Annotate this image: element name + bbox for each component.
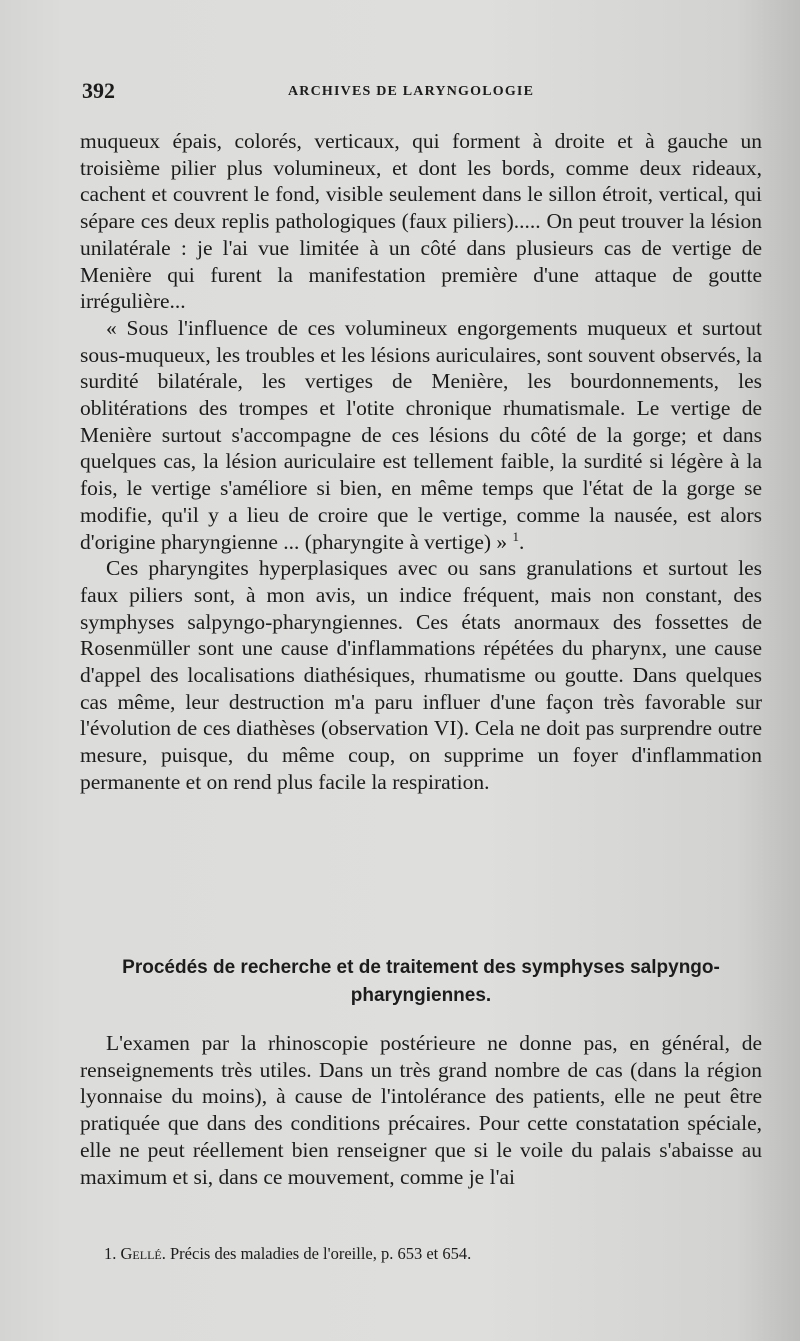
paragraph-2-text: « Sous l'influence de ces volumineux engorgements muqueux et surtout sous-muqueux, les troubles et les lésions auriculaires, sont souvent observés, la surdité bilatérale, les vertiges de Menière, les bourdonnements, les oblitérations des trompes et l'otite chronique rhumatismale. Le vertige de Menière surtout s'accompagne de ces lésions du côté de la gorge; et dans quelques cas, la lésion auriculaire est tellement faible, la surdité si légère à la fois, le vertige s'améliore si bien, en même temps que l'état de la gorge se modifie, qu'il y a lieu de croire que le vertige, comme la nausée, est alors d'origine pharyngienne ... (pharyngite à vertige) » [80,315,762,554]
footnote-author: Gellé [120,1244,162,1263]
section-heading: Procédés de recherche et de traitement des symphyses salpyngo-pharyngiennes. [122,957,720,1006]
page-number: 392 [82,78,115,103]
page-header [82,78,762,108]
footnote [104,1244,744,1264]
paragraph-1: muqueux épais, colorés, verticaux, qui forment à droite et à gauche un troisième pilier plus volumineux, et dont les bords, comme deux rideaux, cachent et couvrent le fond, visible seulement dans le sillon étroit, vertical, qui sépare ces deux replis pathologiques (faux piliers)..... On peut trouver la lésion unilatérale : je l'ai vue limitée à un côté dans plusieurs cas de vertige de Menière qui furent la manifestation première d'une attaque de goutte irrégulière... [80,129,762,314]
paragraph-3: Ces pharyngites hyperplasiques avec ou sans granulations et surtout les faux piliers sont, à mon avis, un indice fréquent, mais non constant, des symphyses salpyngo-pharyngiennes. Ces états anormaux des fossettes de Rosenmüller sont une cause d'inflammations répétées du pharynx, une cause d'appel des localisations diathésiques, rhumatisme ou goutte. Dans quelques cas même, leur destruction m'a paru influer d'une façon très favorable sur l'évolution de ces diathèses (observation VI). Cela ne doit pas surprendre outre mesure, puisque, du même coup, on supprime un foyer d'inflammation permanente et on rend plus facile la respiration. [80,556,762,794]
footnote-text: . Précis des maladies de l'oreille, p. 653 et 654. [161,1244,472,1263]
section-body [80,1030,762,1190]
section-paragraph: L'examen par la rhinoscopie postérieure ne donne pas, en général, de renseignements très utiles. Dans un très grand nombre de cas (dans la région lyonnaise du moins), à cause de l'intolérance des patients, elle ne peut être pratiquée que dans des conditions précaires. Pour cette constatation spéciale, elle ne peut réellement bien renseigner que si le voile du palais s'abaisse au maximum et si, dans ce mouvement, comme je l'ai [80,1031,762,1189]
footnote-number: 1. [104,1244,117,1263]
body-text [80,128,762,796]
paragraph-2: « Sous l'influence de ces volumineux engorgements muqueux et surtout sous-muqueux, les troubles et les lésions auriculaires, sont souvent observés, la surdité bilatérale, les vertiges de Menière, les bourdonnements, les oblitérations des trompes et l'otite chronique rhumatismale. Le vertige de Menière surtout s'accompagne de ces lésions du côté de la gorge; et dans quelques cas, la lésion auriculaire est tellement faible, la surdité si légère à la fois, le vertige s'améliore si bien, en même temps que l'état de la gorge se modifie, qu'il y a lieu de croire que le vertige, comme la nausée, est alors d'origine pharyngienne ... (pharyngite à vertige) » $^1$. [80,315,762,554]
footnote-marker: 1 [512,528,520,544]
running-title: ARCHIVES DE LARYNGOLOGIE [288,84,535,99]
